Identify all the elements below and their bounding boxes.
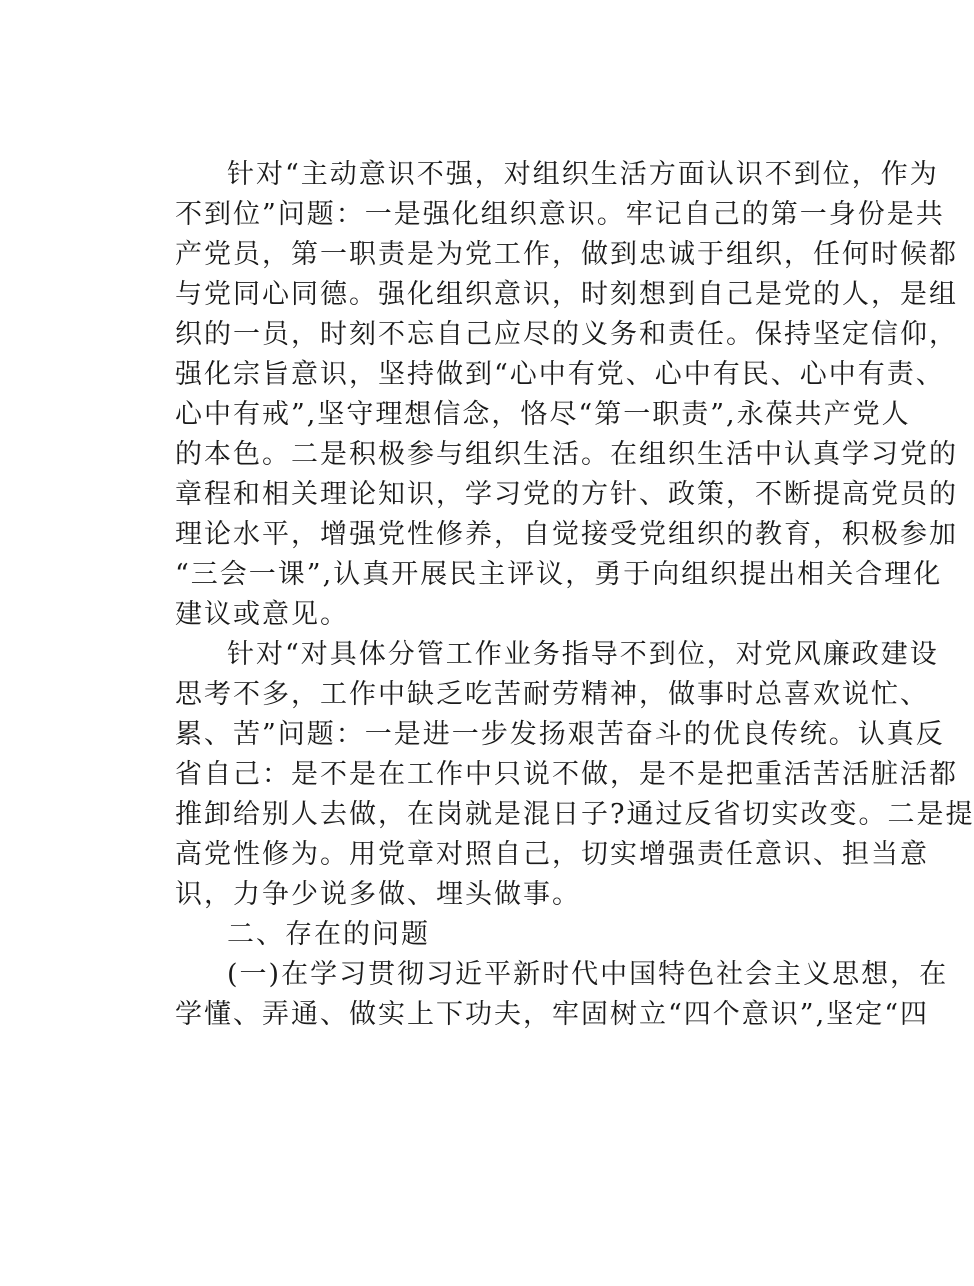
text-line: 与党同心同德。强化组织意识，时刻想到自己是党的人，是组 xyxy=(175,279,958,310)
text-line: “三会一课”,认真开展民主评议，勇于向组织提出相关合理化 xyxy=(175,559,943,590)
text-line: 不到位”问题：一是强化组织意识。牢记自己的第一身份是共 xyxy=(175,199,945,230)
text-line: 省自己：是不是在工作中只说不做，是不是把重活苦活脏活都 xyxy=(175,759,958,790)
text-line: 累、苦”问题：一是进一步发扬艰苦奋斗的优良传统。认真反 xyxy=(175,719,945,750)
paragraph-1 xyxy=(121,155,958,635)
document-body xyxy=(121,155,974,1035)
text-line: 理论水平，增强党性修养，自觉接受党组织的教育，积极参加 xyxy=(175,519,958,550)
text-line: 强化宗旨意识，坚持做到“心中有党、心中有民、心中有责、 xyxy=(175,359,945,390)
paragraph-2 xyxy=(121,635,974,915)
text-line: 学懂、弄通、做实上下功夫，牢固树立“四个意识”,坚定“四 xyxy=(175,999,929,1030)
text-line: 建议或意见。 xyxy=(175,599,349,630)
text-line: 推卸给别人去做，在岗就是混日子?通过反省切实改变。二是提 xyxy=(175,799,974,830)
text-line: 的本色。二是积极参与组织生活。在组织生活中认真学习党的 xyxy=(175,439,958,470)
text-line: 心中有戒”,坚守理想信念，恪尽“第一职责”,永葆共产党人 xyxy=(175,399,911,430)
text-line: 识，力争少说多做、埋头做事。 xyxy=(175,879,581,910)
text-line: 思考不多，工作中缺乏吃苦耐劳精神，做事时总喜欢说忙、 xyxy=(175,679,929,710)
paragraph-3 xyxy=(121,955,949,1035)
text-line: 针对“对具体分管工作业务指导不到位，对党风廉政建设 xyxy=(227,639,939,670)
text-line: 针对“主动意识不强，对组织生活方面认识不到位，作为 xyxy=(227,159,939,190)
text-line: 产党员，第一职责是为党工作，做到忠诚于组织，任何时候都 xyxy=(175,239,958,270)
text-line: 织的一员，时刻不忘自己应尽的义务和责任。保持坚定信仰， xyxy=(175,319,958,350)
text-line: (一)在学习贯彻习近平新时代中国特色社会主义思想，在 xyxy=(227,959,949,990)
text-line: 章程和相关理论知识，学习党的方针、政策，不断提高党员的 xyxy=(175,479,958,510)
text-line: 高党性修为。用党章对照自己，切实增强责任意识、担当意 xyxy=(175,839,929,870)
section-heading xyxy=(121,915,797,955)
text-line: 二、存在的问题 xyxy=(227,919,430,950)
